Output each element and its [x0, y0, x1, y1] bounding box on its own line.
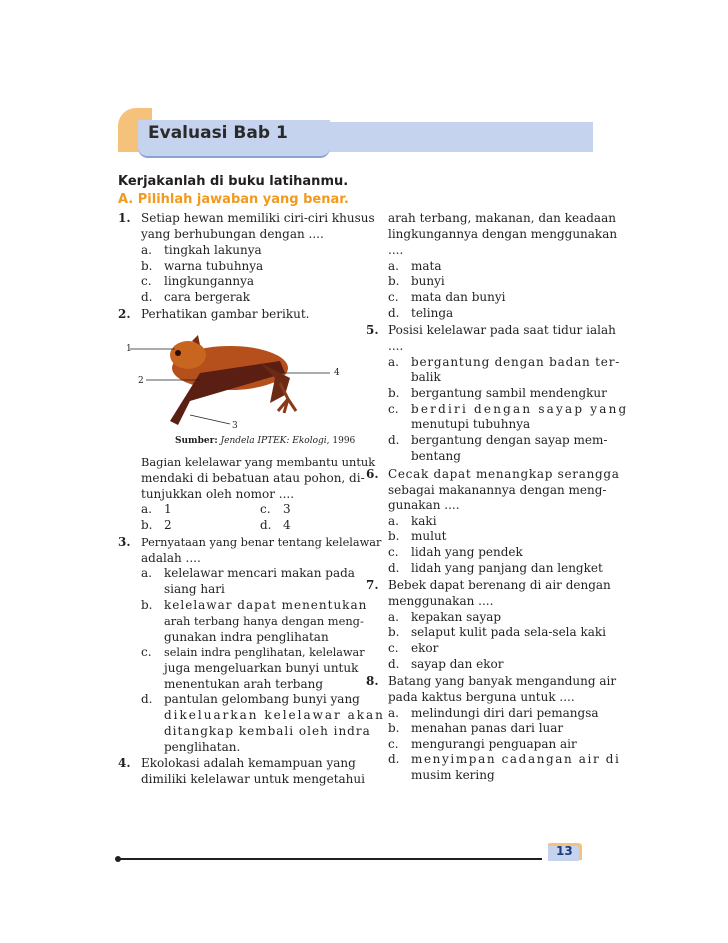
q1-option-a: tingkah lakunya: [164, 243, 262, 257]
instruction-line: Kerjakanlah di buku latihanmu.: [118, 174, 349, 189]
option-letter: d.: [141, 290, 153, 304]
q6-option-b: mulut: [411, 529, 447, 543]
q2-text: Perhatikan gambar berikut.: [141, 307, 310, 321]
figure-label-3: 3: [232, 421, 238, 431]
option-letter: b.: [141, 259, 153, 273]
option-letter: c.: [141, 274, 152, 288]
q3-option-b: gunakan indra penglihatan: [164, 630, 329, 644]
q5-option-d: bergantung dengan sayap mem-: [411, 433, 608, 447]
q3-option-a: siang hari: [164, 582, 225, 596]
q3-option-b: kelelawar dapat menentukan: [164, 598, 368, 612]
q1-option-b: warna tubuhnya: [164, 259, 264, 273]
option-letter: c.: [388, 737, 399, 751]
option-letter: b.: [141, 598, 153, 612]
q2-text: tunjukkan oleh nomor ....: [141, 487, 295, 501]
option-letter: c.: [388, 290, 399, 304]
q6-number: 6.: [366, 467, 379, 481]
q2-text: Bagian kelelawar yang membantu untuk: [141, 455, 376, 469]
option-letter: b.: [388, 274, 400, 288]
q8-option-d: musim kering: [411, 768, 495, 782]
option-letter: a.: [141, 566, 152, 580]
page-number: 13: [556, 844, 573, 858]
q4-number: 4.: [118, 756, 131, 770]
q5-option-d: bentang: [411, 449, 461, 463]
q8-text: pada kaktus berguna untuk ....: [388, 690, 575, 704]
q5-option-a: bergantung dengan badan ter-: [411, 355, 621, 369]
figure-label-4: 4: [334, 368, 340, 378]
q5-number: 5.: [366, 323, 379, 337]
q7-number: 7.: [366, 578, 379, 592]
q5-text: ....: [388, 339, 404, 353]
q4-text: dimiliki kelelawar untuk mengetahui: [141, 772, 365, 786]
option-letter: a.: [388, 706, 399, 720]
q8-number: 8.: [366, 674, 379, 688]
q1-number: 1.: [118, 211, 131, 225]
figure-label-2: 2: [138, 376, 144, 386]
q6-option-c: lidah yang pendek: [411, 545, 523, 559]
q3-option-b: arah terbang hanya dengan meng-: [164, 614, 364, 628]
option-letter: a.: [141, 502, 152, 516]
q4-text: lingkungannya dengan menggunakan: [388, 227, 618, 241]
q3-option-d: pantulan gelombang bunyi yang: [164, 692, 360, 706]
q5-text: Posisi kelelawar pada saat tidur ialah: [388, 323, 616, 337]
option-letter: c.: [388, 545, 399, 559]
option-letter: a.: [388, 259, 399, 273]
q2-number: 2.: [118, 307, 131, 321]
q3-option-d: penglihatan.: [164, 740, 241, 754]
option-letter: d.: [388, 752, 400, 766]
q1-option-d: cara bergerak: [164, 290, 251, 304]
option-letter: a.: [141, 243, 152, 257]
q3-text: Pernyataan yang benar tentang kelelawar: [141, 536, 382, 549]
option-letter: c.: [388, 641, 399, 655]
q4-text: arah terbang, makanan, dan keadaan: [388, 211, 616, 225]
option-letter: c.: [388, 402, 399, 416]
figure-label-1: 1: [126, 344, 132, 354]
option-letter: a.: [388, 610, 399, 624]
q2-text: mendaki di bebatuan atau pohon, di-: [141, 471, 365, 485]
option-letter: d.: [260, 518, 272, 532]
q4-option-c: mata dan bunyi: [411, 290, 506, 304]
option-letter: d.: [388, 306, 400, 320]
section-heading: A. Pilihlah jawaban yang benar.: [118, 192, 349, 207]
q8-option-d: menyimpan cadangan air di: [411, 752, 621, 766]
q7-option-c: ekor: [411, 641, 439, 655]
caption-title: Jendela IPTEK: Ekologi: [220, 436, 327, 446]
q5-option-a: balik: [411, 370, 441, 384]
q7-text: Bebek dapat berenang di air dengan: [388, 578, 611, 592]
option-letter: c.: [260, 502, 271, 516]
q5-option-c: berdiri dengan sayap yang: [411, 402, 629, 416]
q1-text: yang berhubungan dengan ....: [141, 227, 324, 241]
option-letter: a.: [388, 514, 399, 528]
chapter-title: Evaluasi Bab 1: [148, 123, 288, 143]
footer-rule: [118, 858, 542, 860]
option-letter: a.: [388, 355, 399, 369]
option-letter: b.: [388, 721, 400, 735]
q2-option-a: 1: [164, 502, 172, 516]
q8-text: Batang yang banyak mengandung air: [388, 674, 617, 688]
q8-option-c: mengurangi penguapan air: [411, 737, 577, 751]
q6-text: sebagai makanannya dengan meng-: [388, 483, 607, 497]
q8-option-b: menahan panas dari luar: [411, 721, 564, 735]
q5-option-b: bergantung sambil mendengkur: [411, 386, 607, 400]
q6-option-a: kaki: [411, 514, 437, 528]
footer-dot: [115, 856, 121, 862]
q3-option-a: kelelawar mencari makan pada: [164, 566, 355, 580]
q7-option-a: kepakan sayap: [411, 610, 502, 624]
option-letter: b.: [141, 518, 153, 532]
q6-text: Cecak dapat menangkap serangga: [388, 467, 620, 481]
q3-number: 3.: [118, 535, 131, 549]
q3-option-c: juga mengeluarkan bunyi untuk: [164, 661, 359, 675]
q4-option-d: telinga: [411, 306, 454, 320]
option-letter: d.: [141, 692, 153, 706]
option-letter: d.: [388, 657, 400, 671]
q6-text: gunakan ....: [388, 498, 460, 512]
caption-source: Sumber:: [175, 436, 218, 446]
bat-head: [170, 341, 206, 369]
q7-option-b: selaput kulit pada sela-sela kaki: [411, 625, 607, 639]
q3-option-c: menentukan arah terbang: [164, 677, 324, 691]
option-letter: b.: [388, 529, 400, 543]
q2-option-b: 2: [164, 518, 172, 532]
q4-option-a: mata: [411, 259, 442, 273]
q4-text: ....: [388, 243, 404, 257]
q7-text: menggunakan ....: [388, 594, 494, 608]
option-letter: b.: [388, 625, 400, 639]
bat-figure: [130, 333, 360, 443]
q4-option-b: bunyi: [411, 274, 445, 288]
q3-option-d: dikeluarkan kelelawar akan: [164, 708, 385, 722]
q4-text: Ekolokasi adalah kemampuan yang: [141, 756, 356, 770]
q3-option-c: selain indra penglihatan, kelelawar: [164, 646, 365, 659]
q2-option-d: 4: [283, 518, 291, 532]
q3-option-d: ditangkap kembali oleh indra: [164, 724, 371, 738]
option-letter: c.: [141, 645, 152, 659]
option-letter: d.: [388, 433, 400, 447]
q6-option-d: lidah yang panjang dan lengket: [411, 561, 603, 575]
option-letter: b.: [388, 386, 400, 400]
q1-text: Setiap hewan memiliki ciri-ciri khusus: [141, 211, 375, 225]
q1-option-c: lingkungannya: [164, 274, 255, 288]
option-letter: d.: [388, 561, 400, 575]
q7-option-d: sayap dan ekor: [411, 657, 504, 671]
q8-option-a: melindungi diri dari pemangsa: [411, 706, 599, 720]
q3-text: adalah ....: [141, 551, 201, 565]
caption-year: , 1996: [326, 436, 356, 446]
figure-caption: [175, 436, 355, 446]
q5-option-c: menutupi tubuhnya: [411, 417, 531, 431]
q2-option-c: 3: [283, 502, 291, 516]
